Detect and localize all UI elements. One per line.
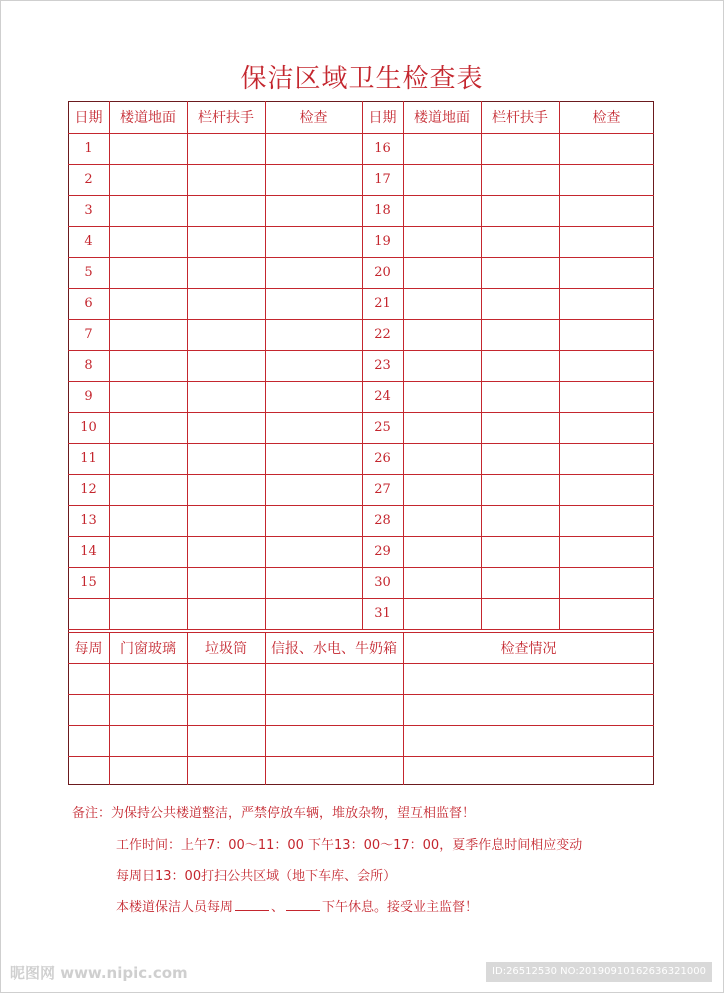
day-cell: 5 (84, 265, 93, 280)
row-divider (68, 505, 654, 506)
column-divider (559, 101, 560, 629)
note-sunday: 每周日13：00打扫公共区域（地下车库、会所） (116, 869, 397, 884)
day-cell: 31 (374, 606, 391, 621)
row-divider (68, 195, 654, 196)
watermark-logo: 昵图网 www.nipic.com (10, 964, 188, 982)
day-cell: 28 (374, 513, 391, 528)
header-divider (68, 133, 654, 134)
day-cell: 11 (80, 451, 97, 466)
day-cell: 15 (80, 575, 97, 590)
daily-header-cell: 日期 (368, 110, 397, 126)
section-divider (68, 629, 654, 630)
day-cell: 23 (374, 358, 391, 373)
day-cell: 27 (374, 482, 391, 497)
day-cell: 3 (84, 203, 93, 218)
day-cell: 6 (84, 296, 93, 311)
row-divider (68, 725, 654, 726)
note-work-hours: 工作时间：上午7：00～11：00 下午13：00～17：00，夏季作息时间相应变动 (116, 838, 583, 853)
day-cell: 12 (80, 482, 97, 497)
row-divider (68, 536, 654, 537)
day-cell: 29 (374, 544, 391, 559)
row-divider (68, 381, 654, 382)
day-cell: 22 (374, 327, 391, 342)
note-staff-a: 本楼道保洁人员每周 (116, 900, 234, 915)
row-divider (68, 257, 654, 258)
watermark-id: ID:26512530 NO:20190910162636321000 (486, 962, 712, 982)
daily-header-cell: 检查 (592, 110, 621, 126)
day-cell: 26 (374, 451, 391, 466)
note-staff-sep: 、 (271, 900, 285, 915)
day-cell: 7 (84, 327, 93, 342)
note-staff-b: 下午休息。接受业主监督！ (322, 900, 479, 915)
day-cell: 21 (374, 296, 391, 311)
daily-header-cell: 栏杆扶手 (492, 110, 548, 126)
column-divider (187, 101, 188, 629)
column-divider (403, 101, 404, 629)
weekly-header-divider (68, 663, 654, 664)
day-cell: 10 (80, 420, 97, 435)
daily-header-cell: 检查 (299, 110, 328, 126)
column-divider (109, 101, 110, 629)
day-cell: 14 (80, 544, 97, 559)
day-cell: 17 (374, 172, 391, 187)
daily-header-cell: 楼道地面 (120, 110, 176, 126)
row-divider (68, 598, 654, 599)
day-cell: 25 (374, 420, 391, 435)
blank-1 (235, 899, 269, 911)
row-divider (68, 694, 654, 695)
day-cell: 9 (84, 389, 93, 404)
weekly-header-cell: 垃圾筒 (205, 640, 247, 657)
column-divider (481, 101, 482, 629)
day-cell: 1 (84, 141, 93, 156)
daily-header-cell: 栏杆扶手 (198, 110, 254, 126)
weekly-header-cell: 信报、水电、牛奶箱 (271, 640, 397, 657)
daily-header-cell: 楼道地面 (414, 110, 470, 126)
row-divider (68, 567, 654, 568)
day-cell: 13 (80, 513, 97, 528)
day-cell (68, 598, 109, 629)
row-divider (68, 288, 654, 289)
day-cell: 19 (374, 234, 391, 249)
row-divider (68, 756, 654, 757)
row-divider (68, 226, 654, 227)
day-cell: 24 (374, 389, 391, 404)
weekly-header-cell: 门窗玻璃 (120, 640, 176, 657)
page-title: 保洁区域卫生检查表 (240, 64, 484, 94)
blank-2 (286, 899, 320, 911)
daily-header-cell: 日期 (74, 110, 103, 126)
row-divider (68, 350, 654, 351)
note-staff (116, 896, 478, 915)
weekly-header-cell: 每周 (74, 640, 103, 657)
row-divider (68, 474, 654, 475)
day-cell: 4 (84, 234, 93, 249)
day-cell: 30 (374, 575, 391, 590)
day-cell: 8 (84, 358, 93, 373)
row-divider (68, 412, 654, 413)
day-cell: 2 (84, 172, 93, 187)
day-cell: 16 (374, 141, 391, 156)
weekly-header-cell: 检查情况 (500, 640, 557, 657)
row-divider (68, 443, 654, 444)
row-divider (68, 164, 654, 165)
day-cell: 20 (374, 265, 391, 280)
row-divider (68, 319, 654, 320)
column-divider (265, 101, 266, 629)
note-remark: 备注：为保持公共楼道整洁，严禁停放车辆，堆放杂物，望互相监督！ (72, 806, 476, 821)
day-cell: 18 (374, 203, 391, 218)
